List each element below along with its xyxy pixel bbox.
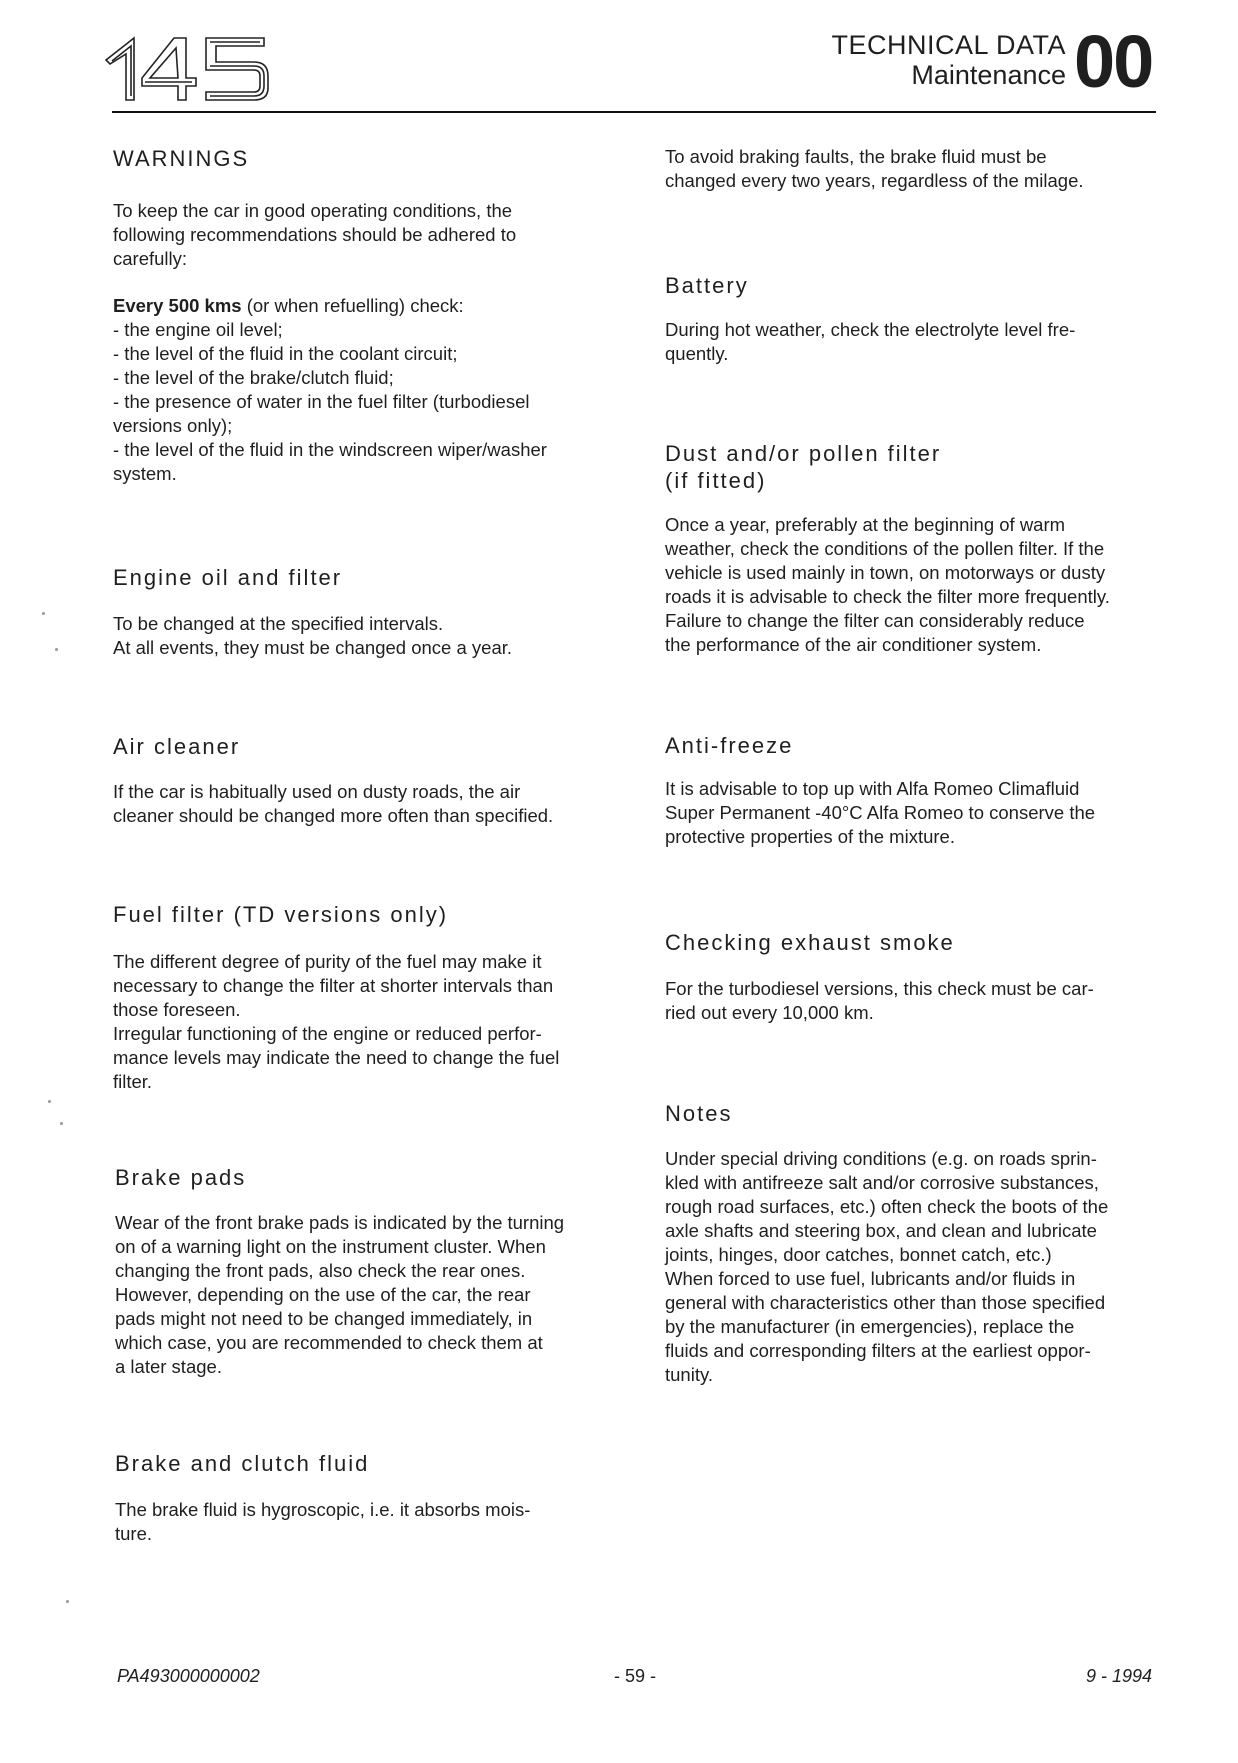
- text-line: For the turbodiesel versions, this check must be car-: [665, 978, 1094, 999]
- exhaust-smoke-text: [665, 977, 1159, 1025]
- text-line: ture.: [115, 1523, 153, 1544]
- notes-heading: Notes: [665, 1101, 733, 1126]
- pollen-filter-heading: [665, 440, 941, 494]
- scan-speck: [66, 1600, 69, 1603]
- text-line: Once a year, preferably at the beginning of warm: [665, 514, 1066, 535]
- text-line: changing the front pads, also check the rear ones.: [115, 1260, 526, 1281]
- text-line: pads might not need to be changed immediately, in: [115, 1308, 533, 1329]
- text-line: changed every two years, regardless of the milage.: [665, 170, 1084, 191]
- list-item: - the level of the fluid in the coolant circuit;: [113, 343, 458, 364]
- battery-heading: Battery: [665, 273, 749, 298]
- text-line: those foreseen.: [113, 999, 241, 1020]
- heading-line: (if fitted): [665, 468, 767, 493]
- brake-clutch-text: [115, 1498, 615, 1546]
- text-line: However, depending on the use of the car, the rear: [115, 1284, 531, 1305]
- text-line: When forced to use fuel, lubricants and/or fluids in: [665, 1268, 1076, 1289]
- text-line: following recommendations should be adhered to: [113, 224, 517, 245]
- text-line: It is advisable to top up with Alfa Romeo Climafluid: [665, 778, 1080, 799]
- engine-oil-text: [113, 612, 613, 660]
- every-500-kms-rest: (or when refuelling) check:: [241, 295, 464, 316]
- scan-speck: [48, 1100, 51, 1103]
- text-line: Super Permanent -40°C Alfa Romeo to conserve the: [665, 802, 1096, 823]
- section-number: 00: [1074, 20, 1153, 103]
- text-line: To keep the car in good operating conditions, the: [113, 200, 513, 221]
- text-line: roads it is advisable to check the filter more frequently.: [665, 586, 1110, 607]
- heading-line: Dust and/or pollen filter: [665, 441, 942, 466]
- header-rule: [112, 111, 1156, 113]
- air-cleaner-heading: Air cleaner: [113, 734, 241, 759]
- text-line: filter.: [113, 1071, 153, 1092]
- engine-oil-heading: Engine oil and filter: [113, 565, 343, 590]
- text-line: rough road surfaces, etc.) often check the boots of the: [665, 1196, 1109, 1217]
- text-line: quently.: [665, 343, 729, 364]
- text-line: Irregular functioning of the engine or reduced perfor-: [113, 1023, 542, 1044]
- text-line: general with characteristics other than those specified: [665, 1292, 1106, 1313]
- text-line: Wear of the front brake pads is indicated by the turning: [115, 1212, 565, 1233]
- text-line: protective properties of the mixture.: [665, 826, 955, 847]
- text-line: the performance of the air conditioner system.: [665, 634, 1042, 655]
- anti-freeze-heading: Anti-freeze: [665, 733, 794, 758]
- scan-speck: [42, 612, 45, 615]
- text-line: The different degree of purity of the fuel may make it: [113, 951, 542, 972]
- text-line: which case, you are recommended to check them at: [115, 1332, 543, 1353]
- anti-freeze-text: [665, 777, 1159, 849]
- list-item: - the presence of water in the fuel filter (turbodiesel: [113, 391, 530, 412]
- text-line: mance levels may indicate the need to change the fuel: [113, 1047, 560, 1068]
- page-number: - 59 -: [614, 1666, 657, 1686]
- text-line: kled with antifreeze salt and/or corrosive substances,: [665, 1172, 1099, 1193]
- brake-pads-heading: Brake pads: [115, 1165, 247, 1190]
- text-line: on of a warning light on the instrument cluster. When: [115, 1236, 546, 1257]
- text-line: vehicle is used mainly in town, on motorways or dusty: [665, 562, 1106, 583]
- document-code: PA493000000002: [117, 1666, 260, 1686]
- fuel-filter-heading: Fuel filter (TD versions only): [113, 902, 449, 927]
- list-item: versions only);: [113, 415, 233, 436]
- text-line: The brake fluid is hygroscopic, i.e. it absorbs mois-: [115, 1499, 531, 1520]
- list-item: - the level of the brake/clutch fluid;: [113, 367, 394, 388]
- text-line: fluids and corresponding filters at the earliest oppor-: [665, 1340, 1091, 1361]
- header-title-line2: Maintenance: [911, 60, 1066, 90]
- model-145-logo: [104, 34, 300, 106]
- text-line: tunity.: [665, 1364, 713, 1385]
- text-line: by the manufacturer (in emergencies), replace the: [665, 1316, 1075, 1337]
- text-line: necessary to change the filter at shorter intervals than: [113, 975, 554, 996]
- text-line: At all events, they must be changed once a year.: [113, 637, 513, 658]
- header-title-line1: TECHNICAL DATA: [831, 30, 1066, 60]
- text-line: During hot weather, check the electrolyte level fre-: [665, 319, 1076, 340]
- fuel-filter-text: [113, 950, 613, 1094]
- text-line: axle shafts and steering box, and clean and lubricate: [665, 1220, 1097, 1241]
- text-line: ried out every 10,000 km.: [665, 1002, 874, 1023]
- every-500-kms: Every 500 kms: [113, 295, 242, 316]
- scan-speck: [60, 1122, 63, 1125]
- notes-text: [665, 1147, 1159, 1387]
- warnings-heading: WARNINGS: [113, 146, 250, 171]
- text-line: If the car is habitually used on dusty roads, the air: [113, 781, 521, 802]
- text-line: joints, hinges, door catches, bonnet catch, etc.): [665, 1244, 1052, 1265]
- text-line: Failure to change the filter can considerably reduce: [665, 610, 1085, 631]
- battery-text: [665, 318, 1159, 366]
- pollen-filter-text: [665, 513, 1159, 657]
- list-item: system.: [113, 463, 177, 484]
- air-cleaner-text: [113, 780, 613, 828]
- text-line: a later stage.: [115, 1356, 222, 1377]
- brake-clutch-heading: Brake and clutch fluid: [115, 1451, 370, 1476]
- text-line: carefully:: [113, 248, 188, 269]
- text-line: weather, check the conditions of the pollen filter. If the: [665, 538, 1105, 559]
- list-item: - the engine oil level;: [113, 319, 283, 340]
- scan-speck: [55, 648, 58, 651]
- brake-pads-text: [115, 1211, 615, 1379]
- list-item: - the level of the fluid in the windscreen wiper/washer: [113, 439, 547, 460]
- warnings-checklist: [113, 294, 613, 486]
- brake-fluid-continued-text: [665, 145, 1159, 193]
- warnings-intro: [113, 199, 613, 271]
- text-line: To be changed at the specified intervals.: [113, 613, 444, 634]
- exhaust-smoke-heading: Checking exhaust smoke: [665, 930, 955, 955]
- header-title: [831, 30, 1066, 90]
- text-line: cleaner should be changed more often than specified.: [113, 805, 554, 826]
- text-line: Under special driving conditions (e.g. on roads sprin-: [665, 1148, 1097, 1169]
- issue-date: 9 - 1994: [1086, 1666, 1153, 1686]
- text-line: To avoid braking faults, the brake fluid must be: [665, 146, 1047, 167]
